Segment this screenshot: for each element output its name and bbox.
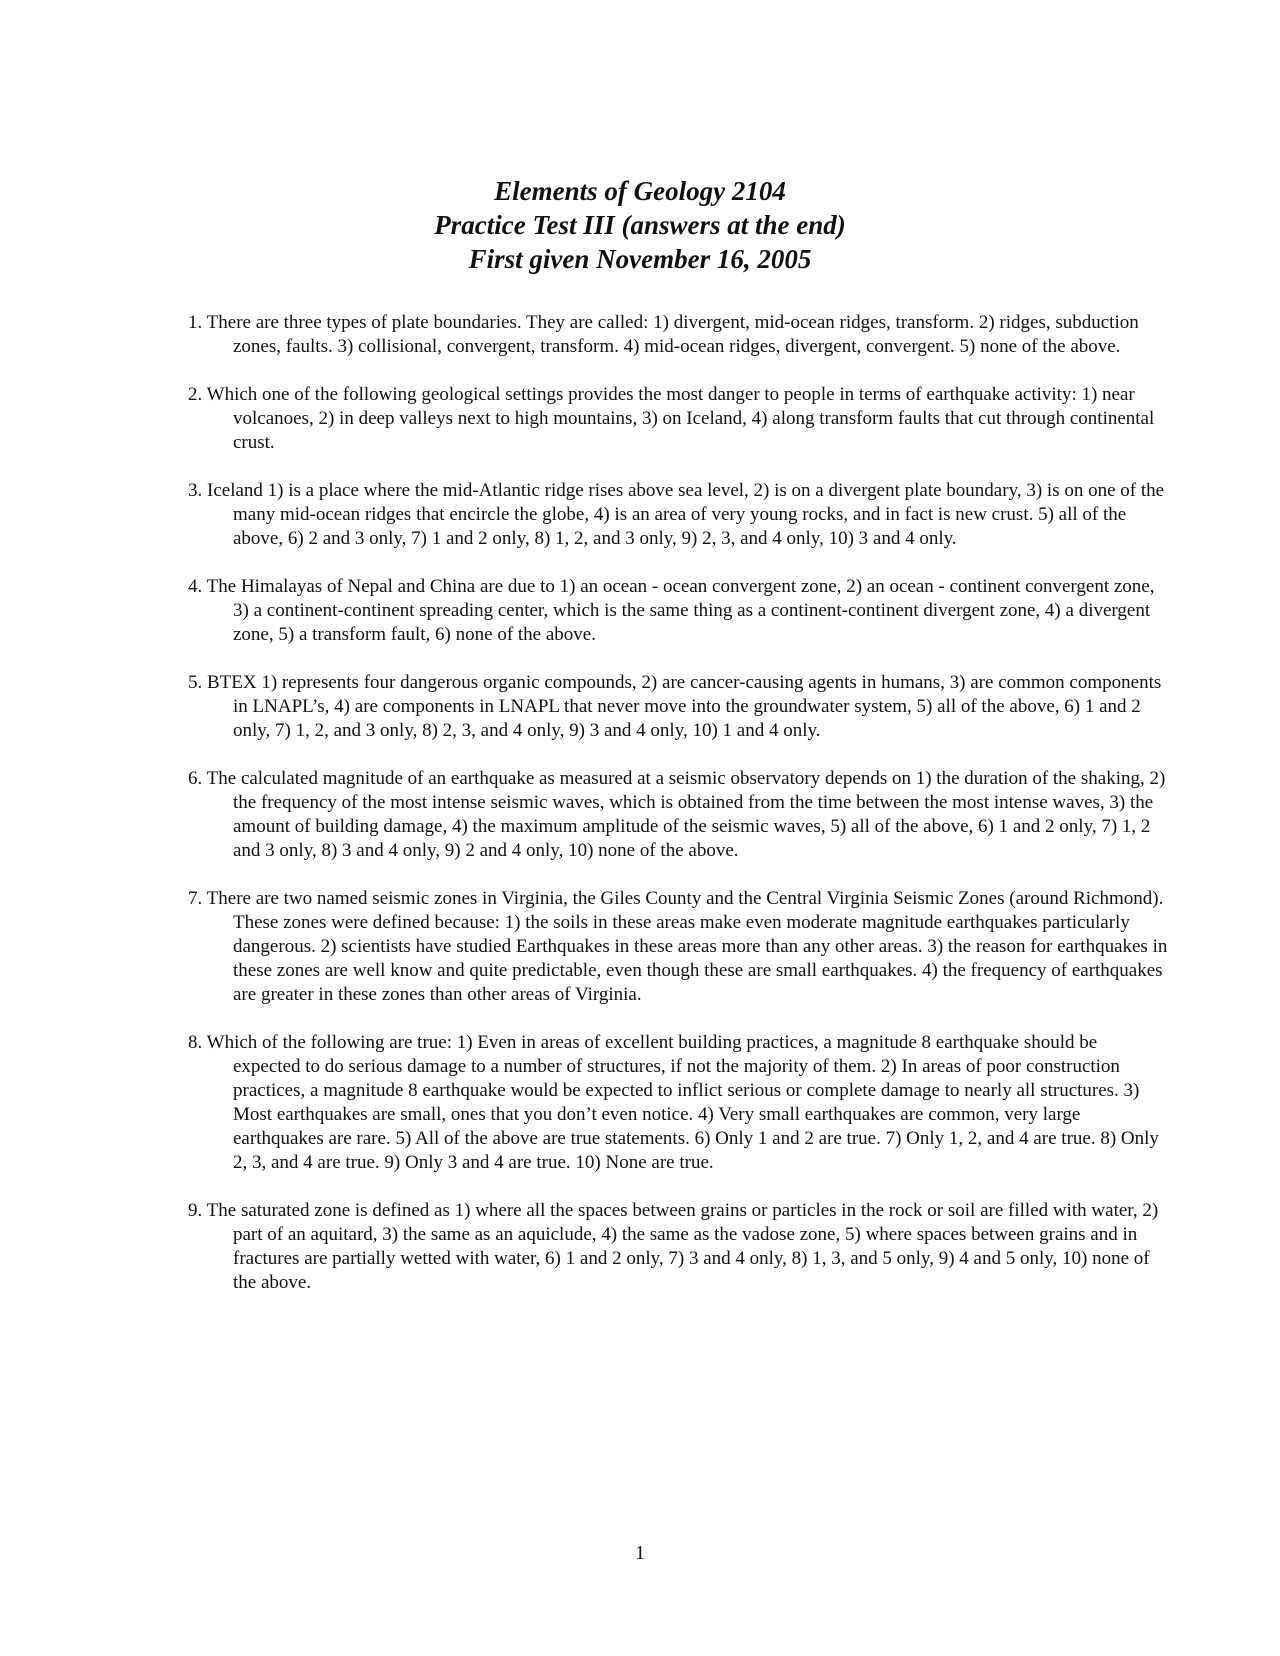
question-6: 6. The calculated magnitude of an earthquake as measured at a seismic observatory depends on 1) the duration of the shaking, 2) the frequency of the most intense seismic waves, which is obtained from the time between the most intense waves, 3) the amount of building damage, 4) the maximum amplitude of the seismic waves, 5) all of the above, 6) 1 and 2 only, 7) 1, 2 and 3 only, 8) 3 and 4 only, 9) 2 and 4 only, 10) none of the above. xyxy=(188,768,1166,861)
question-list xyxy=(188,311,1168,1319)
question-4: 4. The Himalayas of Nepal and China are due to 1) an ocean - ocean convergent zone, 2) an ocean - continent convergent zone, 3) a continent-continent spreading center, which is the same thing as a continent-continent divergent zone, 4) a divergent zone, 5) a transform fault, 6) none of the above. xyxy=(188,576,1155,645)
question-1: 1. There are three types of plate boundaries. They are called: 1) divergent, mid-ocean ridges, transform. 2) ridges, subduction zones, faults. 3) collisional, convergent, transform. 4) mid-ocean ridges, divergent, convergent. 5) none of the above. xyxy=(188,312,1139,357)
test-title: Practice Test III (answers at the end) xyxy=(434,210,846,240)
question-5: 5. BTEX 1) represents four dangerous organic compounds, 2) are cancer-causing agents in humans, 3) are common components in LNAPL’s, 4) are components in LNAPL that never move into the groundwater system, 5) all of the above, 6) 1 and 2 only, 7) 1, 2, and 3 only, 8) 2, 3, and 4 only, 9) 3 and 4 only, 10) 1 and 4 only. xyxy=(188,672,1162,741)
test-date: First given November 16, 2005 xyxy=(468,244,812,274)
course-title: Elements of Geology 2104 xyxy=(494,176,786,206)
question-8: 8. Which of the following are true: 1) Even in areas of excellent building practices, a magnitude 8 earthquake should be expected to do serious damage to a number of structures, if not the majority of them. 2) In areas of poor construction practices, a magnitude 8 earthquake would be expected to inflict serious or complete damage to nearly all structures. 3) Most earthquakes are small, ones that you don’t even notice. 4) Very small earthquakes are common, very large earthquakes are rare. 5) All of the above are true statements. 6) Only 1 and 2 are true. 7) Only 1, 2, and 4 are true. 8) Only 2, 3, and 4 are true. 9) Only 3 and 4 are true. 10) None are true. xyxy=(188,1032,1159,1173)
question-9: 9. The saturated zone is defined as 1) where all the spaces between grains or particles in the rock or soil are filled with water, 2) part of an aquitard, 3) the same as an aquiclude, 4) the same as the vadose zone, 5) where spaces between grains and in fractures are partially wetted with water, 6) 1 and 2 only, 7) 3 and 4 only, 8) 1, 3, and 5 only, 9) 4 and 5 only, 10) none of the above. xyxy=(188,1200,1159,1293)
question-3: 3. Iceland 1) is a place where the mid-Atlantic ridge rises above sea level, 2) is on a divergent plate boundary, 3) is on one of the many mid-ocean ridges that encircle the globe, 4) is an area of very young rocks, and in fact is new crust. 5) all of the above, 6) 2 and 3 only, 7) 1 and 2 only, 8) 1, 2, and 3 only, 9) 2, 3, and 4 only, 10) 3 and 4 only. xyxy=(188,480,1165,549)
question-2: 2. Which one of the following geological settings provides the most danger to people in terms of earthquake activity: 1) near volcanoes, 2) in deep valleys next to high mountains, 3) on Iceland, 4) along transform faults that cut through continental crust. xyxy=(188,384,1155,453)
question-7: 7. There are two named seismic zones in Virginia, the Giles County and the Central Virginia Seismic Zones (around Richmond). These zones were defined because: 1) the soils in these areas make even moderate magnitude earthquakes particularly dangerous. 2) scientists have studied Earthquakes in these areas more than any other areas. 3) the reason for earthquakes in these zones are well know and quite predictable, even though these are small earthquakes. 4) the frequency of earthquakes are greater in these zones than other areas of Virginia. xyxy=(188,888,1168,1005)
document-title-block xyxy=(0,174,1280,276)
page-number: 1 xyxy=(635,1542,645,1564)
